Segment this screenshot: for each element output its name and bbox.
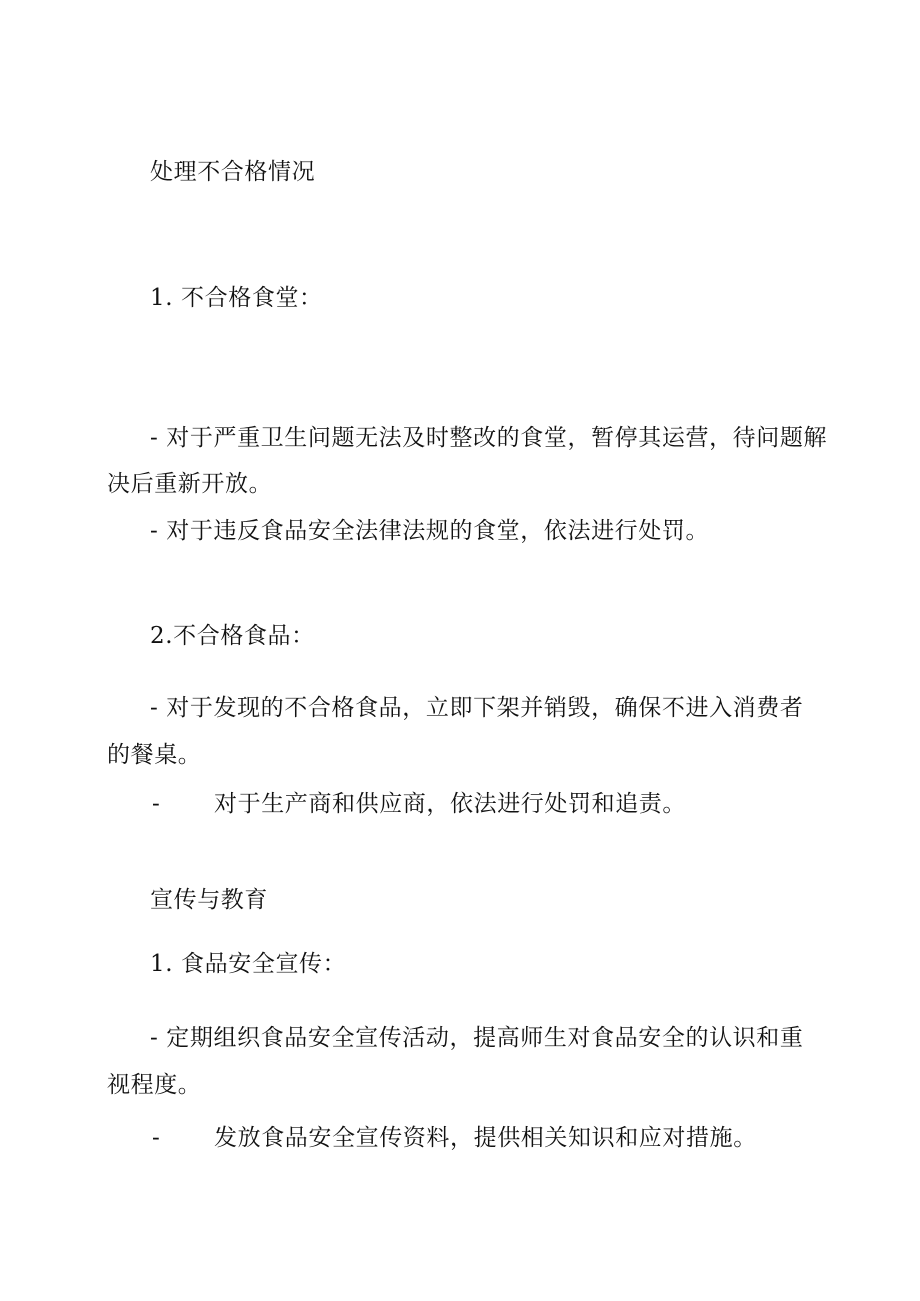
publicity-bullet-2-text: 发放食品安全宣传资料，提供相关知识和应对措施。 xyxy=(214,1125,757,1151)
food-bullet-2-text: 对于生产商和供应商，依法进行处罚和追责。 xyxy=(214,791,686,817)
publicity-bullet-1-line-2: 视程度。 xyxy=(107,1072,202,1098)
item-title-canteen: 1. 不合格食堂： xyxy=(150,285,323,311)
food-bullet-1-line-1: - 对于发现的不合格食品，立即下架并销毁，确保不进入消费者 xyxy=(150,695,804,721)
canteen-bullet-1-line-1: - 对于严重卫生问题无法及时整改的食堂，暂停其运营，待问题解 xyxy=(150,425,828,451)
publicity-bullet-1-line-1: - 定期组织食品安全宣传活动，提高师生对食品安全的认识和重 xyxy=(150,1025,804,1051)
food-bullet-1-line-2: 的餐桌。 xyxy=(107,742,202,768)
publicity-bullet-2-dash: - xyxy=(152,1125,160,1151)
item-title-food: 2.不合格食品： xyxy=(150,623,315,649)
food-bullet-2-dash: - xyxy=(152,791,160,817)
section-heading-handling: 处理不合格情况 xyxy=(150,159,316,185)
canteen-bullet-2: - 对于违反食品安全法律法规的食堂，依法进行处罚。 xyxy=(150,518,710,544)
section-heading-education: 宣传与教育 xyxy=(150,887,268,913)
item-title-publicity: 1. 食品安全宣传： xyxy=(150,951,347,977)
canteen-bullet-1-line-2: 决后重新开放。 xyxy=(107,471,273,497)
